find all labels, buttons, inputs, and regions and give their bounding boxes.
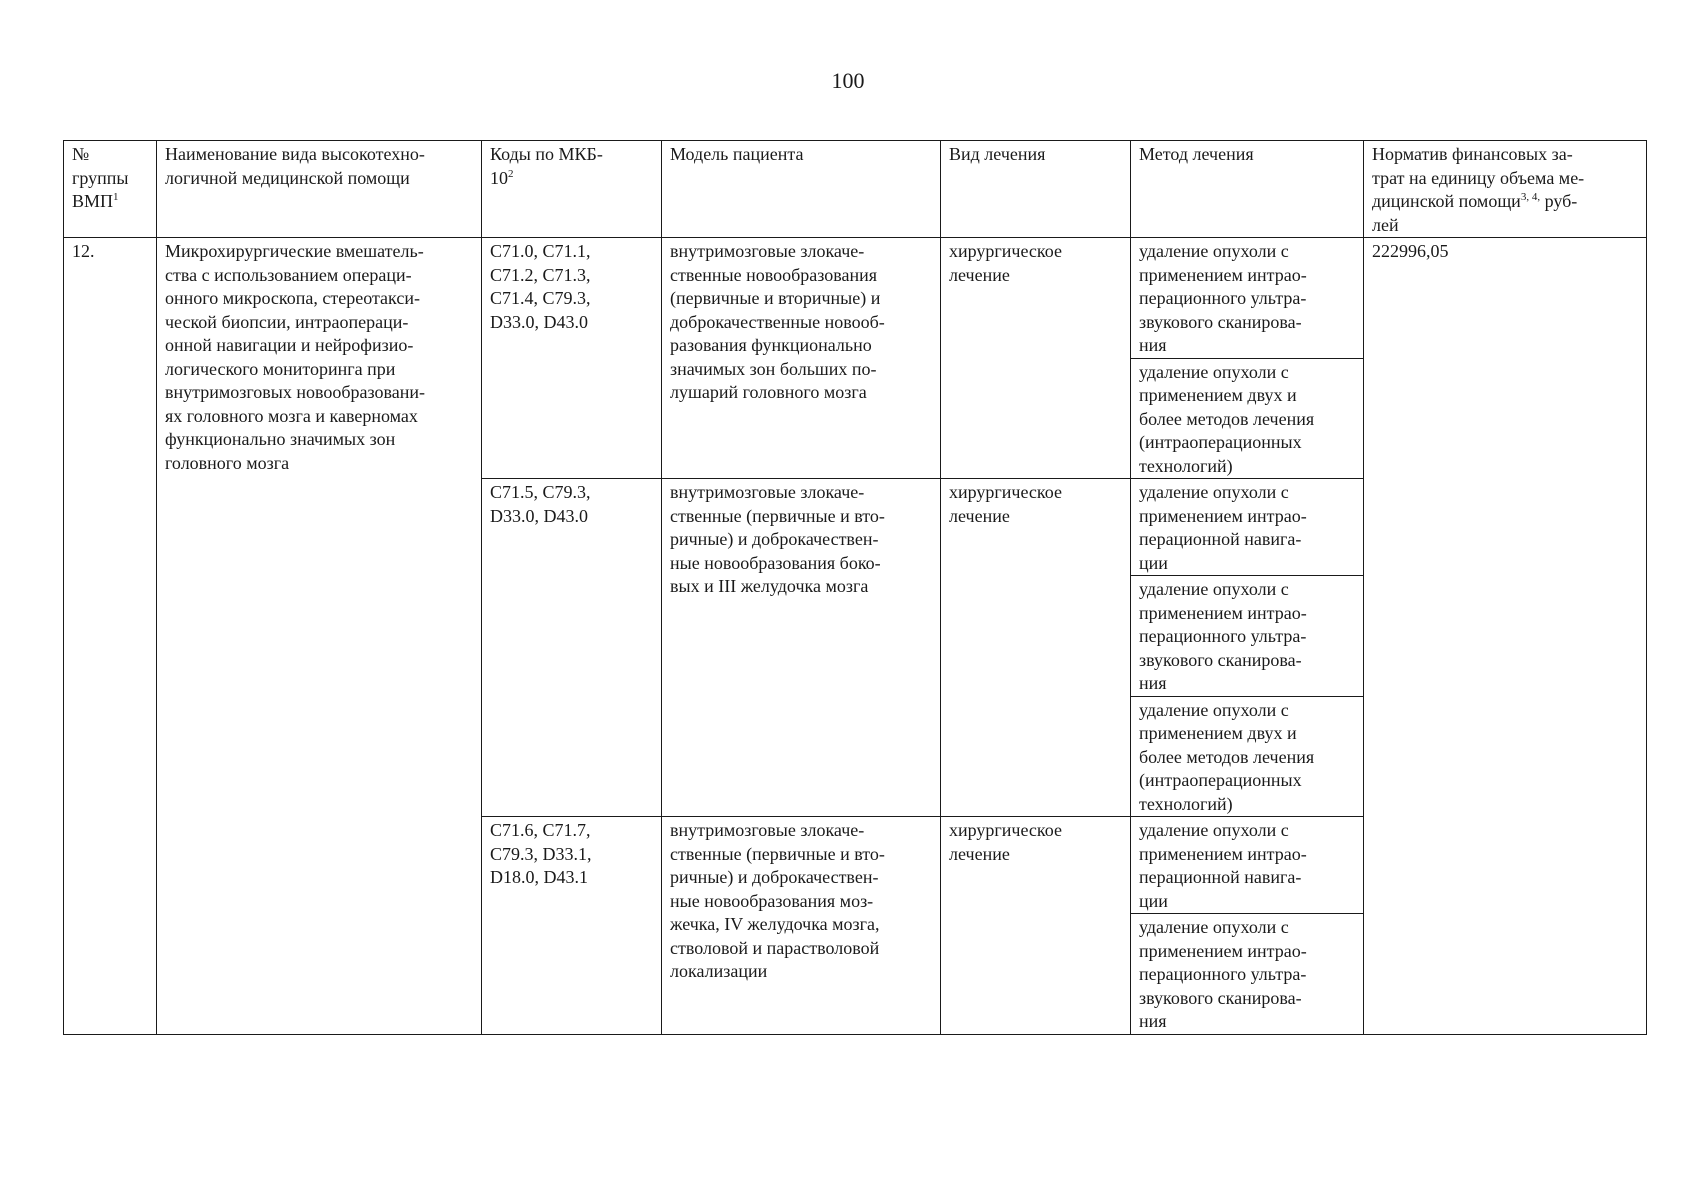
header-patient-model: Модель пациента (662, 141, 941, 238)
page-number: 100 (831, 68, 865, 93)
header-method: Метод лечения (1131, 141, 1364, 238)
icd-codes: C71.6, C71.7, C79.3, D33.1, D18.0, D43.1 (482, 817, 662, 1035)
treatment-type: хирургическое лечение (941, 479, 1131, 817)
treatment-type: хирургическое лечение (941, 238, 1131, 479)
treatment-type: хирургическое лечение (941, 817, 1131, 1035)
icd-codes: C71.5, C79.3, D33.0, D43.0 (482, 479, 662, 817)
treatment-method: удаление опухоли с применением двух и более методов лечения (интраоперационных технологий) (1131, 358, 1364, 479)
icd-codes: C71.0, C71.1, C71.2, C71.3, C71.4, C79.3, D33.0, D43.0 (482, 238, 662, 479)
header-norm: Норматив финансовых за- трат на единицу объема ме- дицинской помощи$^{3, 4,}$ руб- лей (1364, 141, 1647, 238)
header-row (64, 141, 1647, 238)
patient-model: внутримозговые злокаче- ственные новообразования (первичные и вторичные) и доброкачественные новооб- разования функционально значимых зон больших по- лушарий головного мозга (662, 238, 941, 479)
financial-norm: 222996,05 (1364, 238, 1647, 1035)
treatment-method: удаление опухоли с применением интрао- перационного ультра- звукового сканирова- ния (1131, 576, 1364, 697)
treatment-method: удаление опухоли с применением интрао- перационной навига- ции (1131, 817, 1364, 914)
header-codes: Коды по МКБ- $10^2$ (482, 141, 662, 238)
vmp-table (63, 140, 1647, 1035)
patient-model: внутримозговые злокаче- ственные (первичные и вто- ричные) и доброкачествен- ные новообразования моз- жечка, IV желудочка мозга, стволовой и парастволовой локализации (662, 817, 941, 1035)
header-treatment-type: Вид лечения (941, 141, 1131, 238)
treatment-method: удаление опухоли с применением интрао- перационного ультра- звукового сканирова- ния (1131, 238, 1364, 359)
header-name: Наименование вида высокотехно- логичной медицинской помощи (157, 141, 482, 238)
group-number: 12. (64, 238, 157, 1035)
treatment-method: удаление опухоли с применением двух и более методов лечения (интраоперационных технологий) (1131, 696, 1364, 817)
table-row (64, 238, 1647, 359)
treatment-method: удаление опухоли с применением интрао- перационной навига- ции (1131, 479, 1364, 576)
treatment-method: удаление опухоли с применением интрао- перационного ультра- звукового сканирова- ния (1131, 914, 1364, 1035)
header-group-no: № группы ВМП$^1$ (64, 141, 157, 238)
patient-model: внутримозговые злокаче- ственные (первичные и вто- ричные) и доброкачествен- ные новообразования боко- вых и III желудочка мозга (662, 479, 941, 817)
vmp-name: Микрохирургические вмешатель- ства с использованием операци- онного микроскопа, стереотакси- ческой биопсии, интраопераци- онной навигации и нейрофизио- логического мониторинга при внутримозговых новообразовани- ях головного мозга и каверномах функционально значимых зон головного мозга (157, 238, 482, 1035)
